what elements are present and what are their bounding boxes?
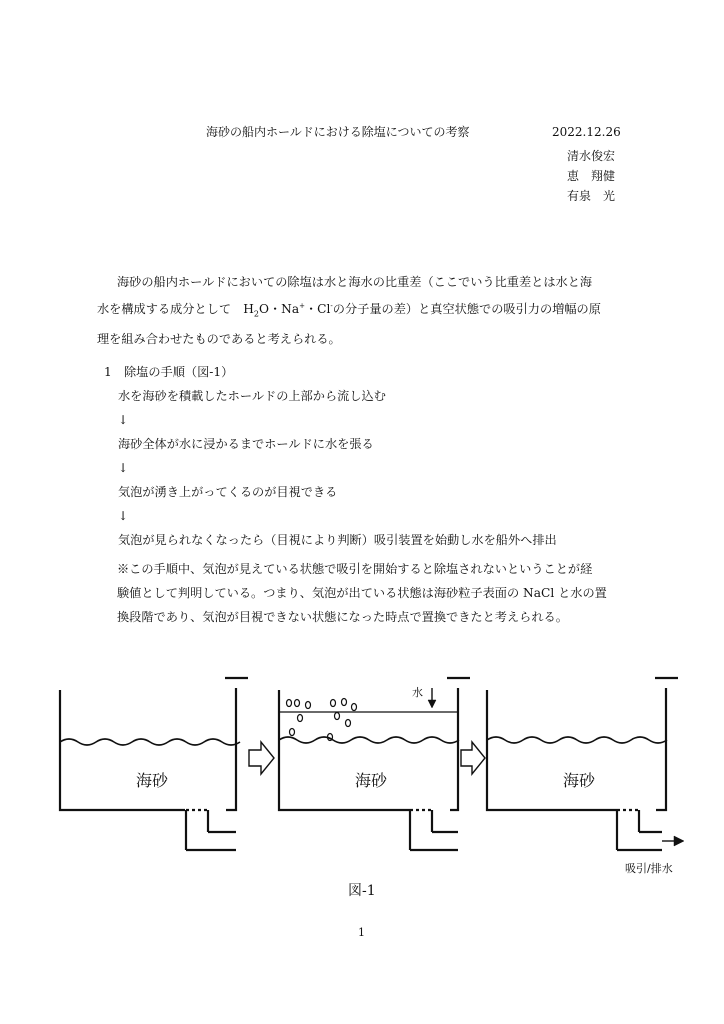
procedure-section	[104, 360, 557, 552]
document-date: 2022.12.26	[552, 125, 621, 139]
intro-line-2-pre: 水を構成する成分として H	[97, 302, 254, 317]
procedure-arrow-3: ↓	[118, 509, 129, 523]
page-number: 1	[358, 926, 365, 939]
tank-2-label: 海砂	[355, 771, 388, 790]
note-paragraph	[117, 557, 637, 629]
intro-paragraph	[97, 270, 637, 351]
tank-1	[60, 678, 248, 850]
flow-arrow-1	[249, 742, 274, 774]
procedure-step-4: 気泡が見られなくなったら（目視により判断）吸引装置を始動し水を船外へ排出	[118, 533, 557, 547]
intro-line-2-post: の分子量の差）と真空状態での吸引力の増幅の原	[332, 302, 601, 317]
procedure-arrow-1: ↓	[118, 413, 129, 427]
flow-arrow-2	[461, 742, 485, 774]
cl-superscript: -	[330, 302, 333, 310]
intro-line-2-mid: ・Cl	[304, 302, 331, 317]
document-title: 海砂の船内ホールドにおける除塩についての考察	[206, 125, 470, 139]
procedure-arrow-2: ↓	[118, 461, 129, 475]
procedure-step-1: 水を海砂を積載したホールドの上部から流し込む	[118, 389, 386, 403]
tank-3-label: 海砂	[563, 771, 596, 790]
procedure-step-3: 気泡が湧き上がってくるのが目視できる	[118, 485, 338, 499]
intro-line-2-o: O・Na	[258, 302, 300, 317]
bubbles	[287, 699, 357, 741]
intro-line-3: 理を組み合わせたものであると考えられる。	[97, 331, 341, 346]
note-line-2: 験値として判明している。つまり、気泡が出ている状態は海砂粒子表面の NaCl と水の置	[117, 586, 607, 600]
intro-line-1: 海砂の船内ホールドにおいての除塩は水と海水の比重差（ここでいう比重差とは水と海	[117, 275, 593, 289]
author-1: 清水俊宏	[567, 149, 616, 163]
procedure-heading: 1 除塩の手順（図-1）	[104, 365, 234, 379]
water-label: 水	[412, 686, 423, 699]
tank-1-label: 海砂	[136, 771, 169, 790]
author-2: 恵 翔健	[567, 169, 616, 183]
suction-label: 吸引/排水	[625, 862, 673, 875]
na-superscript: +	[299, 302, 305, 310]
author-3: 有泉 光	[567, 189, 616, 203]
figure-1-diagram	[0, 660, 724, 900]
figure-caption: 図-1	[348, 883, 376, 899]
note-line-3: 換段階であり、気泡が目視できない状態になった時点で置換できたと考えられる。	[117, 610, 568, 624]
note-line-1: ※この手順中、気泡が見えている状態で吸引を開始すると除塩されないということが経	[117, 562, 593, 576]
intro-line-2	[97, 294, 637, 327]
procedure-step-2: 海砂全体が水に浸かるまでホールドに水を張る	[118, 437, 374, 451]
tank-2	[279, 678, 470, 850]
tank-3	[487, 678, 684, 850]
h2o-subscript: 2	[253, 309, 259, 319]
